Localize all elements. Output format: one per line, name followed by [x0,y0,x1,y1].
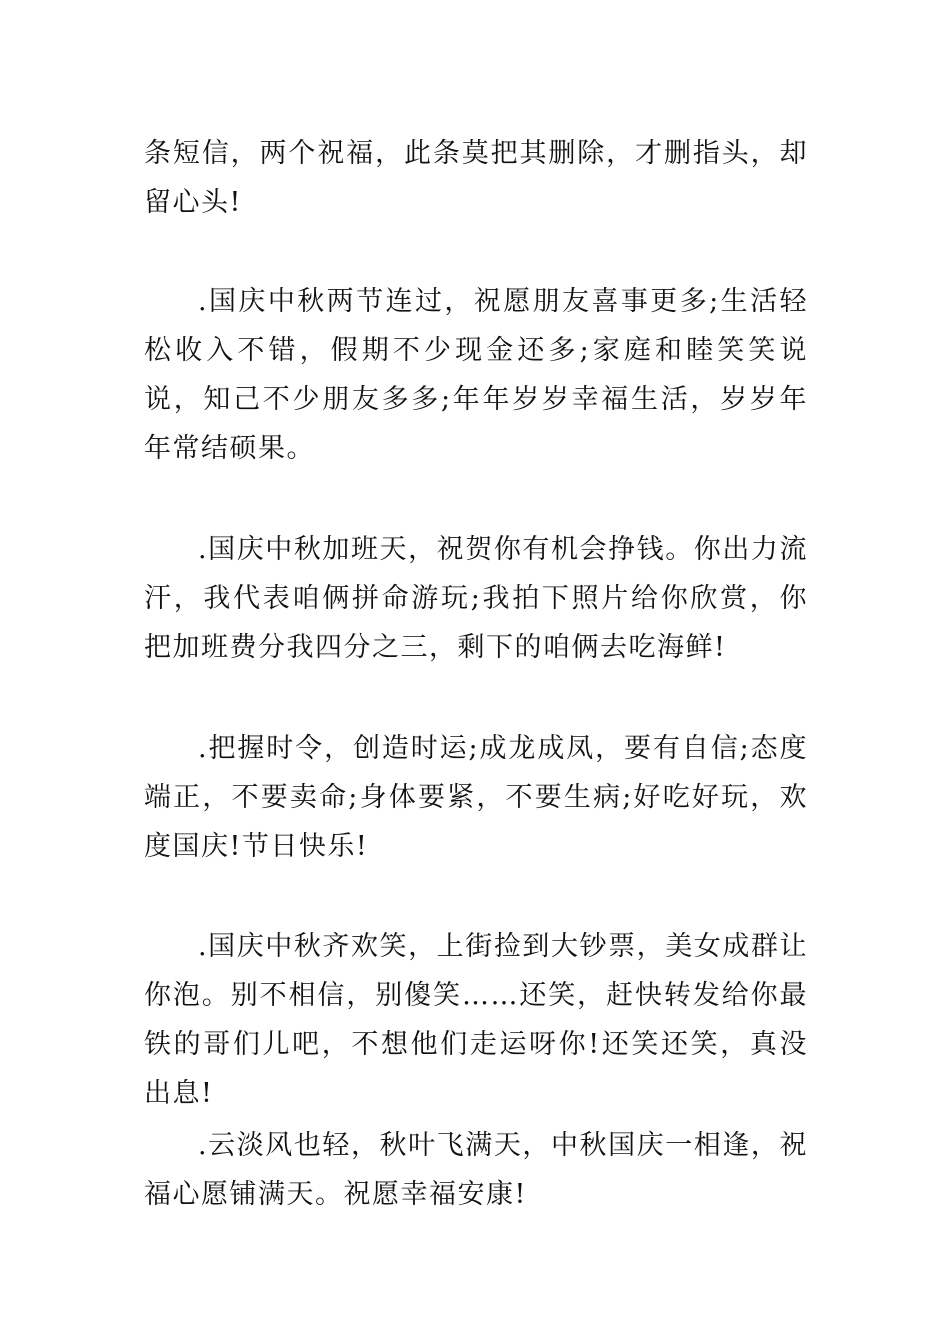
paragraph-greeting-1: .国庆中秋两节连过，祝愿朋友喜事更多;生活轻松收入不错，假期不少现金还多;家庭和睦笑笑说说，知己不少朋友多多;年年岁岁幸福生活，岁岁年年常结硕果。 [144,286,808,464]
paragraph-greeting-4: .国庆中秋齐欢笑，上街捡到大钞票，美女成群让你泡。别不相信，别傻笑……还笑，赶快转发给你最铁的哥们儿吧，不想他们走运呀你!还笑还笑，真没出息! [144,931,808,1109]
paragraph-greeting-5: .云淡风也轻，秋叶飞满天，中秋国庆一相逢，祝福心愿铺满天。祝愿幸福安康! [144,1130,808,1210]
paragraph-greeting-3: .把握时令，创造时运;成龙成凤，要有自信;态度端正，不要卖命;身体要紧，不要生病;好吃好玩，欢度国庆!节日快乐! [144,733,808,862]
paragraph-continuation: 条短信，两个祝福，此条莫把其删除，才删指头，却留心头! [144,138,808,218]
paragraph-greeting-2: .国庆中秋加班天，祝贺你有机会挣钱。你出力流汗，我代表咱俩拼命游玩;我拍下照片给你欣赏，你把加班费分我四分之三，剩下的咱俩去吃海鲜! [144,534,808,663]
